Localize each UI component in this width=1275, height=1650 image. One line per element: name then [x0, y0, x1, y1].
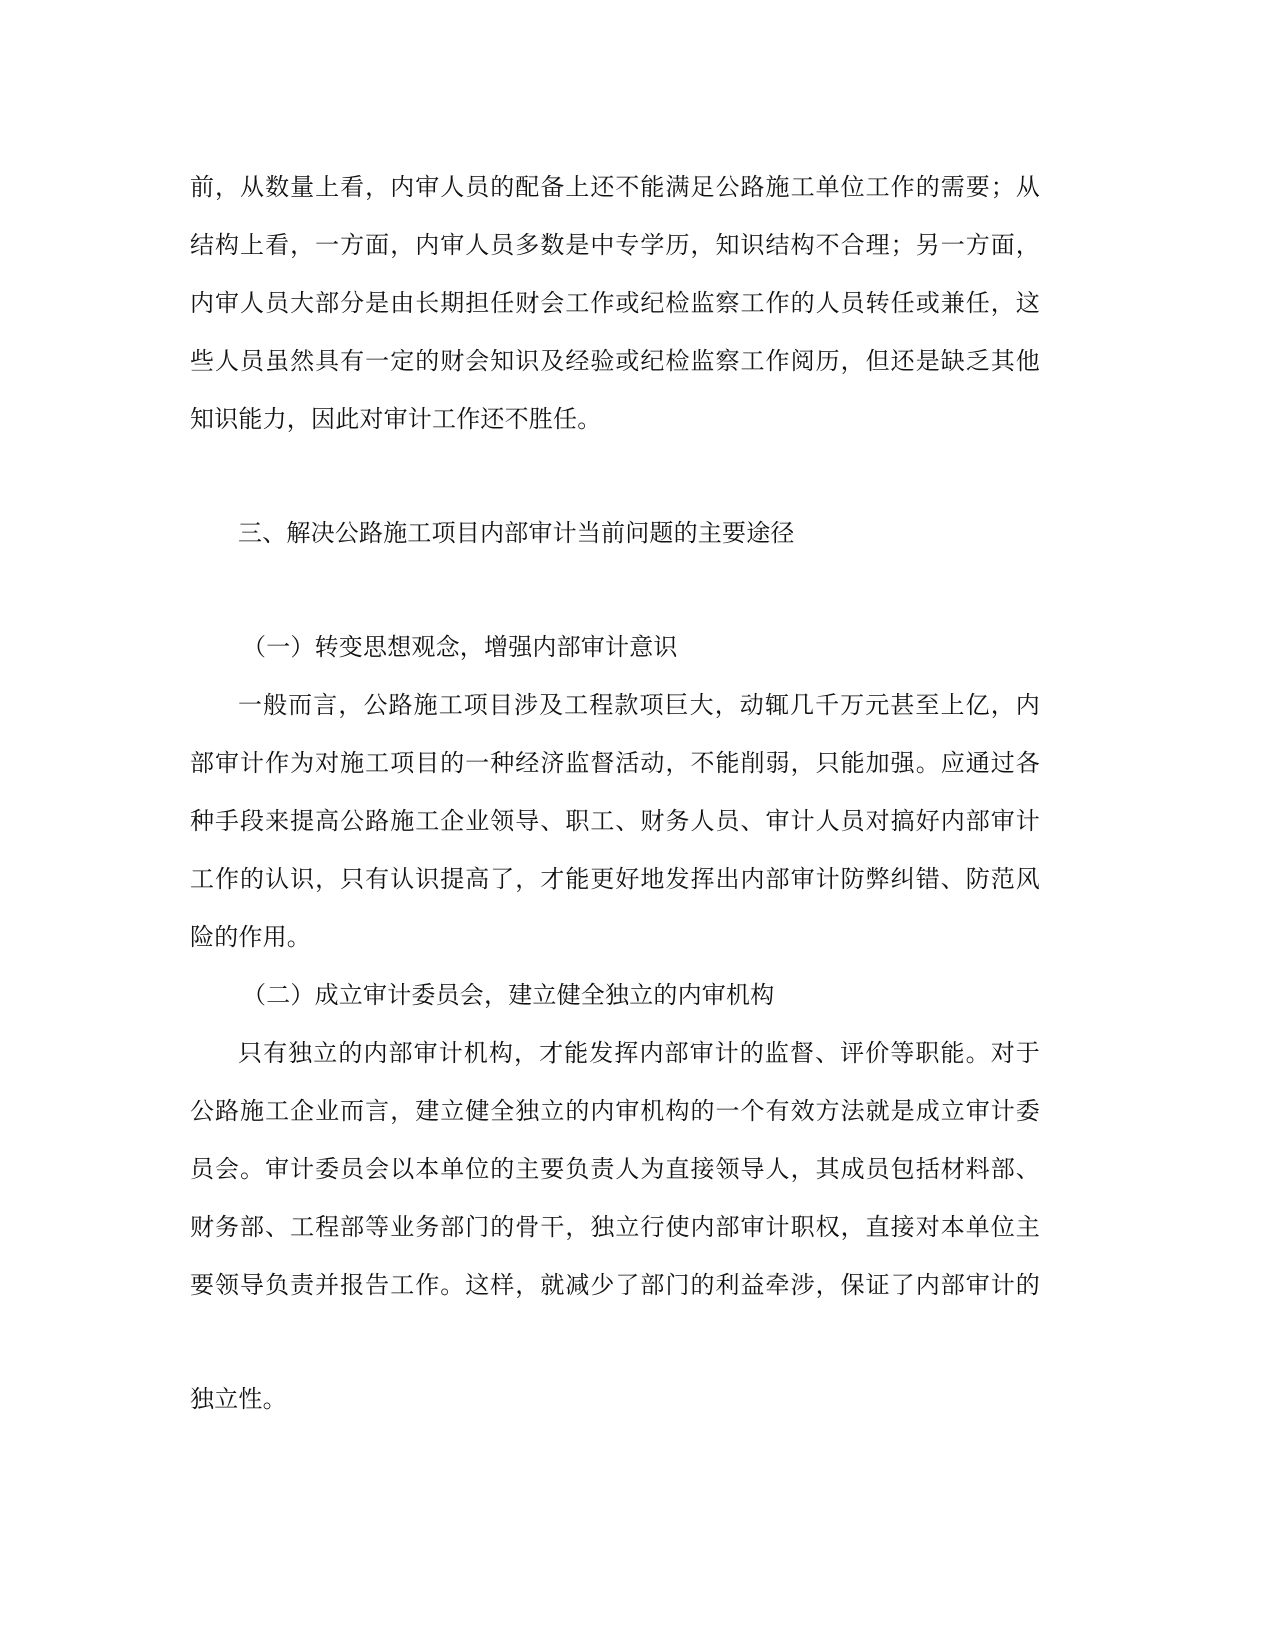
- paragraph-line: 险的作用。: [190, 923, 311, 951]
- subsection-heading: （二）成立审计委员会，建立健全独立的内审机构: [242, 981, 775, 1009]
- paragraph-line: 种手段来提高公路施工企业领导、职工、财务人员、审计人员对搞好内部审计: [190, 807, 1040, 835]
- paragraph-line: 些人员虽然具有一定的财会知识及经验或纪检监察工作阅历，但还是缺乏其他: [190, 347, 1040, 375]
- paragraph-line: 要领导负责并报告工作。这样，就减少了部门的利益牵涉，保证了内部审计的: [190, 1271, 1040, 1299]
- paragraph-line: 公路施工企业而言，建立健全独立的内审机构的一个有效方法就是成立审计委: [190, 1097, 1040, 1125]
- paragraph-line: 财务部、工程部等业务部门的骨干，独立行使内部审计职权，直接对本单位主: [190, 1213, 1040, 1241]
- paragraph-line: 内审人员大部分是由长期担任财会工作或纪检监察工作的人员转任或兼任，这: [190, 289, 1040, 317]
- paragraph-line: 部审计作为对施工项目的一种经济监督活动，不能削弱，只能加强。应通过各: [190, 749, 1040, 777]
- paragraph-line: 知识能力，因此对审计工作还不胜任。: [190, 405, 602, 433]
- section-heading: 三、解决公路施工项目内部审计当前问题的主要途径: [238, 519, 795, 547]
- paragraph-line: 前，从数量上看，内审人员的配备上还不能满足公路施工单位工作的需要；从: [190, 173, 1040, 201]
- paragraph-line: 只有独立的内部审计机构，才能发挥内部审计的监督、评价等职能。对于: [238, 1039, 1040, 1067]
- subsection-heading: （一）转变思想观念，增强内部审计意识: [242, 633, 678, 661]
- paragraph-line: 工作的认识，只有认识提高了，才能更好地发挥出内部审计防弊纠错、防范风: [190, 865, 1040, 893]
- paragraph-line: 结构上看，一方面，内审人员多数是中专学历，知识结构不合理；另一方面，: [190, 231, 1040, 259]
- paragraph-line: 一般而言，公路施工项目涉及工程款项巨大，动辄几千万元甚至上亿，内: [238, 691, 1040, 719]
- paragraph-line: 员会。审计委员会以本单位的主要负责人为直接领导人，其成员包括材料部、: [190, 1155, 1040, 1183]
- paragraph-line: 独立性。: [190, 1385, 287, 1413]
